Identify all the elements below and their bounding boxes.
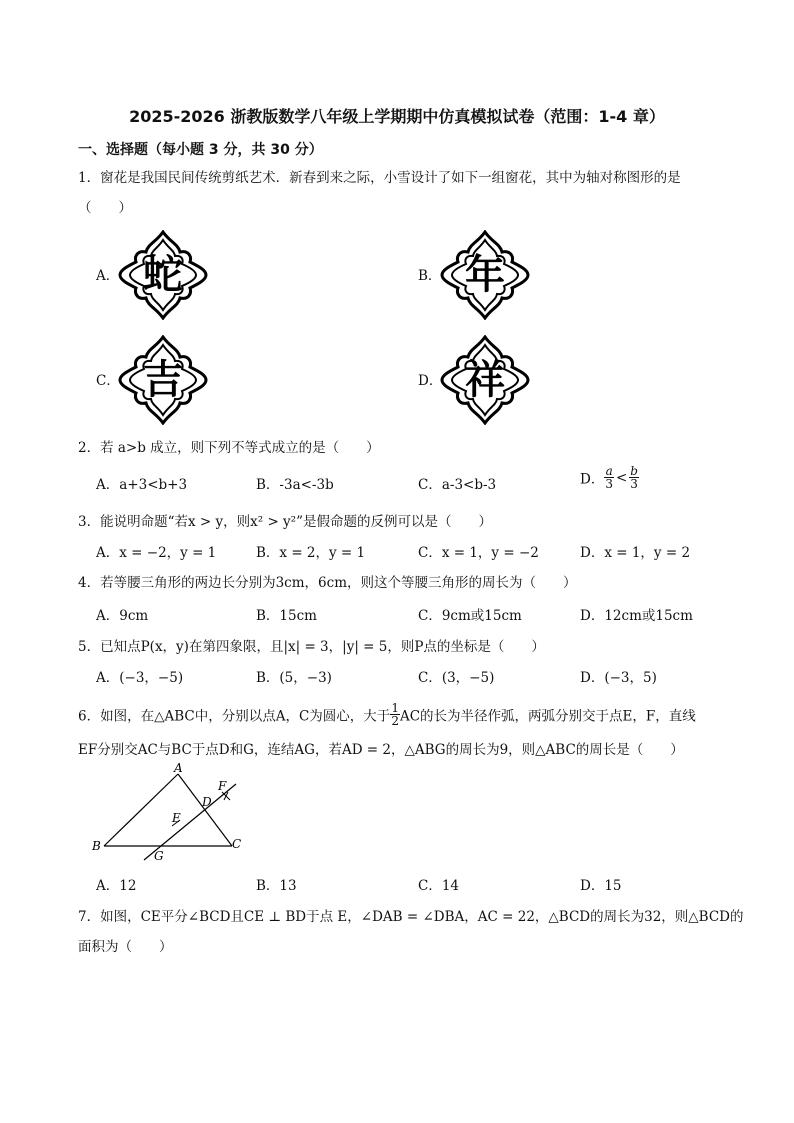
q3-option-b: B．x = 2，y = 1 [256, 545, 366, 561]
question-6-text-b: AC的长为半径作弧，两弧分别交于点E，F，直线 [399, 708, 696, 725]
window-flower-d-image [440, 335, 530, 425]
label-c: C [232, 837, 242, 851]
label-g: G [154, 849, 164, 863]
question-4-stem: 4．若等腰三角形的两边长分别为3cm，6cm，则这个等腰三角形的周长为（ ） [78, 575, 577, 591]
question-7-line2: 面积为（ ） [78, 939, 173, 955]
question-6-line1 [78, 702, 696, 727]
triangle-abc-figure [90, 762, 250, 866]
fraction-a-over-3: $\frac{a}{3}$ [605, 464, 613, 491]
question-2-stem: 2．若 a>b 成立，则下列不等式成立的是（ ） [78, 440, 380, 456]
q6-option-a: A．12 [96, 878, 137, 894]
q1-option-c-label: C． [96, 373, 120, 389]
question-1-stem: 1．窗花是我国民间传统剪纸艺术．新春到来之际，小雪设计了如下一组窗花，其中为轴对称图形的是 [78, 170, 681, 186]
question-3-stem: 3．能说明命题“若x > y，则x² > y²”是假命题的反例可以是（ ） [78, 514, 492, 530]
window-flower-c-char: 吉 [143, 357, 183, 403]
q2-option-a: A．a+3<b+3 [96, 477, 188, 493]
q5-option-b: B．(5，−3) [256, 670, 332, 686]
q2-option-c: C．a-3<b-3 [418, 477, 497, 493]
label-f: F [218, 779, 227, 793]
q1-option-d-label: D． [418, 373, 443, 389]
question-1-paren: （ ） [78, 200, 132, 216]
q5-option-d: D．(−3，5) [580, 670, 657, 686]
page-title: 2025-2026 浙教版数学八年级上学期期中仿真模拟试卷（范围：1-4 章） [129, 107, 665, 126]
q6-option-d: D．15 [580, 878, 622, 894]
fraction-one-half: $\frac{1}{2}$ [391, 701, 399, 728]
q2-option-d [580, 465, 639, 490]
window-flower-d-char: 祥 [465, 357, 505, 403]
question-6-line2: EF分别交AC与BC于点D和G，连结AG，若AD = 2，△ABG的周长为9，则△ABC的周长是（ ） [78, 742, 684, 758]
q5-option-c: C．(3，−5) [418, 670, 495, 686]
less-than-sign: < [615, 469, 628, 486]
q6-option-b: B．13 [256, 878, 297, 894]
q4-option-b: B．15cm [256, 608, 317, 624]
label-d: D [202, 795, 212, 809]
q1-option-b-label: B． [418, 268, 442, 284]
label-b: B [92, 839, 101, 853]
q3-option-d: D．x = 1，y = 2 [580, 545, 691, 561]
window-flower-b-image [440, 230, 530, 320]
q2-option-d-label: D． [580, 471, 605, 488]
question-7-line1: 7．如图，CE平分∠BCD且CE ⊥ BD于点 E，∠DAB = ∠DBA，AC = 22，△BCD的周长为32，则△BCD的 [78, 909, 744, 925]
side-ab [104, 774, 178, 846]
q5-option-a: A．(−3，−5) [96, 670, 184, 686]
q3-option-a: A．x = −2，y = 1 [96, 545, 217, 561]
q2-option-b: B．-3a<-3b [256, 477, 334, 493]
fraction-b-over-3: $\frac{b}{3}$ [630, 464, 638, 491]
q4-option-d: D．12cm或15cm [580, 608, 693, 624]
window-flower-c-image [118, 335, 208, 425]
label-e: E [172, 811, 181, 825]
q3-option-c: C．x = 1，y = −2 [418, 545, 539, 561]
label-a: A [174, 762, 183, 775]
question-5-stem: 5．已知点P(x，y)在第四象限，且|x| = 3，|y| = 5，则P点的坐标是（ ） [78, 639, 545, 655]
q1-option-a-label: A． [96, 268, 120, 284]
window-flower-b-char: 年 [465, 252, 505, 298]
question-6-text-a: 6．如图，在△ABC中，分别以点A，C为圆心，大于 [78, 708, 391, 725]
window-flower-a-image [118, 230, 208, 320]
q4-option-a: A．9cm [96, 608, 149, 624]
q4-option-c: C．9cm或15cm [418, 608, 522, 624]
section-heading-choice: 一、选择题（每小题 3 分，共 30 分） [78, 142, 323, 158]
q6-option-c: C．14 [418, 878, 460, 894]
window-flower-a-char: 蛇 [143, 252, 183, 298]
